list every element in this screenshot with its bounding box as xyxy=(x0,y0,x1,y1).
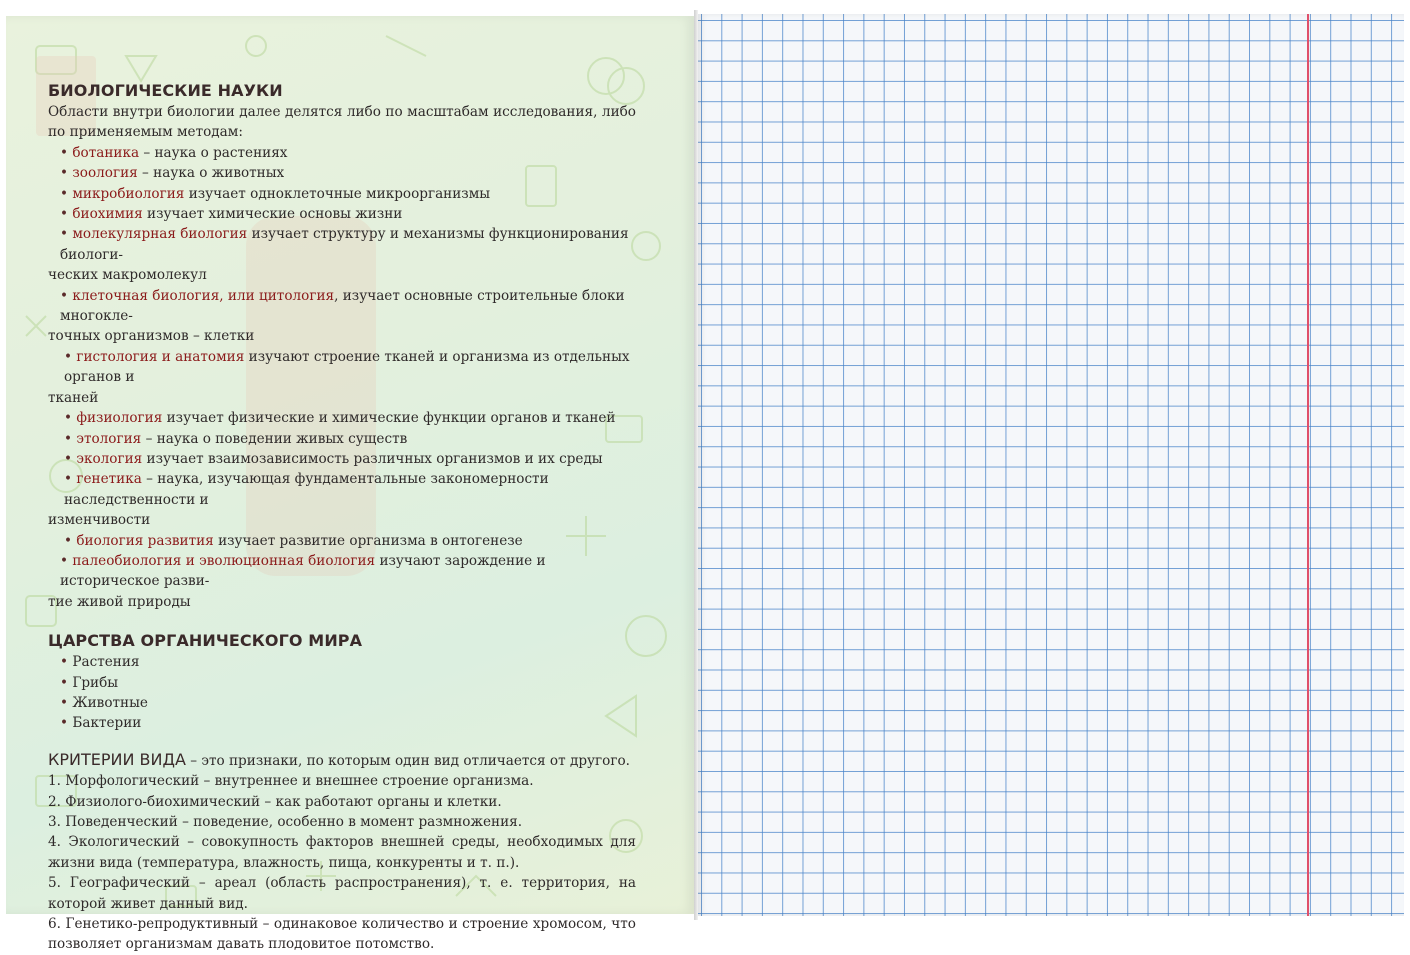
criteria-item: 3. Поведенческий – поведение, особенно в момент размножения. xyxy=(48,814,523,830)
section-title-kingdoms: ЦАРСТВА ОРГАНИЧЕСКОГО МИРА xyxy=(48,631,363,651)
list-item-continuation: тие живой природы xyxy=(48,593,191,610)
bio-sciences-list xyxy=(48,143,636,612)
list-item: • генетика – наука, изучающая фундаментальные закономерности наследственности и xyxy=(48,469,636,510)
criteria-item: 4. Экологический – совокупность факторов внешней среды, необходимых для жизни вида (температура, влажность, пища, конкуренты и т. п.). xyxy=(48,834,636,871)
list-item-continuation: точных организмов – клетки xyxy=(48,328,255,345)
list-item: • зоология – наука о животных xyxy=(48,163,636,183)
list-item: • биология развития изучает развитие организма в онтогенезе xyxy=(48,531,636,551)
list-item-continuation: ческих макромолекул xyxy=(48,267,207,284)
list-item: • палеобиология и эволюционная биология изучают зарождение и историческое разви- xyxy=(48,551,636,592)
kingdoms-list xyxy=(48,652,636,734)
section-title-criteria: КРИТЕРИИ ВИДА – это признаки, по которым один вид отличается от другого. xyxy=(48,749,630,769)
criteria-item: 2. Физиолого-биохимический – как работают органы и клетки. xyxy=(48,793,502,810)
list-item: • гистология и анатомия изучают строение тканей и организма из отдельных органов и xyxy=(48,347,636,388)
list-item: • Грибы xyxy=(48,673,636,693)
list-item: • ботаника – наука о растениях xyxy=(48,143,636,163)
criteria-item: 5. Географический – ареал (область распространения), т. е. территория, на которой живет данный вид. xyxy=(48,875,636,912)
list-item: • физиология изучает физические и химические функции органов и тканей xyxy=(48,408,636,428)
left-page-info xyxy=(6,16,694,953)
spacer xyxy=(48,612,636,630)
grid-page xyxy=(698,14,1404,916)
info-content xyxy=(48,80,636,955)
section-intro: Области внутри биологии далее делятся либо по масштабам исследования, либо по применяемым методам: xyxy=(48,104,636,141)
list-item: • биохимия изучает химические основы жизни xyxy=(48,204,636,224)
spacer xyxy=(48,734,636,750)
list-item: • микробиология изучает одноклеточные микроорганизмы xyxy=(48,184,636,204)
section-title-bio-sciences: БИОЛОГИЧЕСКИЕ НАУКИ xyxy=(48,81,283,100)
list-item: • молекулярная биология изучает структуру и механизмы функционирования биологи- xyxy=(48,224,636,265)
list-item: • этология – наука о поведении живых существ xyxy=(48,429,636,449)
list-item: • экология изучает взаимозависимость различных организмов и их среды xyxy=(48,449,636,469)
list-item: • Бактерии xyxy=(48,713,636,733)
list-item: • Животные xyxy=(48,693,636,713)
list-item: • клеточная биология, или цитология, изучает основные строительные блоки многокле- xyxy=(48,286,636,327)
list-item-continuation: тканей xyxy=(48,389,99,406)
criteria-item: 1. Морфологический – внутреннее и внешнее строение организма. xyxy=(48,773,534,790)
margin-line xyxy=(1307,14,1309,916)
criteria-item: 6. Генетико-репродуктивный – одинаковое количество и строение хромосом, что позволяет организмам давать плодовитое потомство. xyxy=(48,916,636,953)
list-item: • Растения xyxy=(48,652,636,672)
list-item-continuation: изменчивости xyxy=(48,512,151,529)
